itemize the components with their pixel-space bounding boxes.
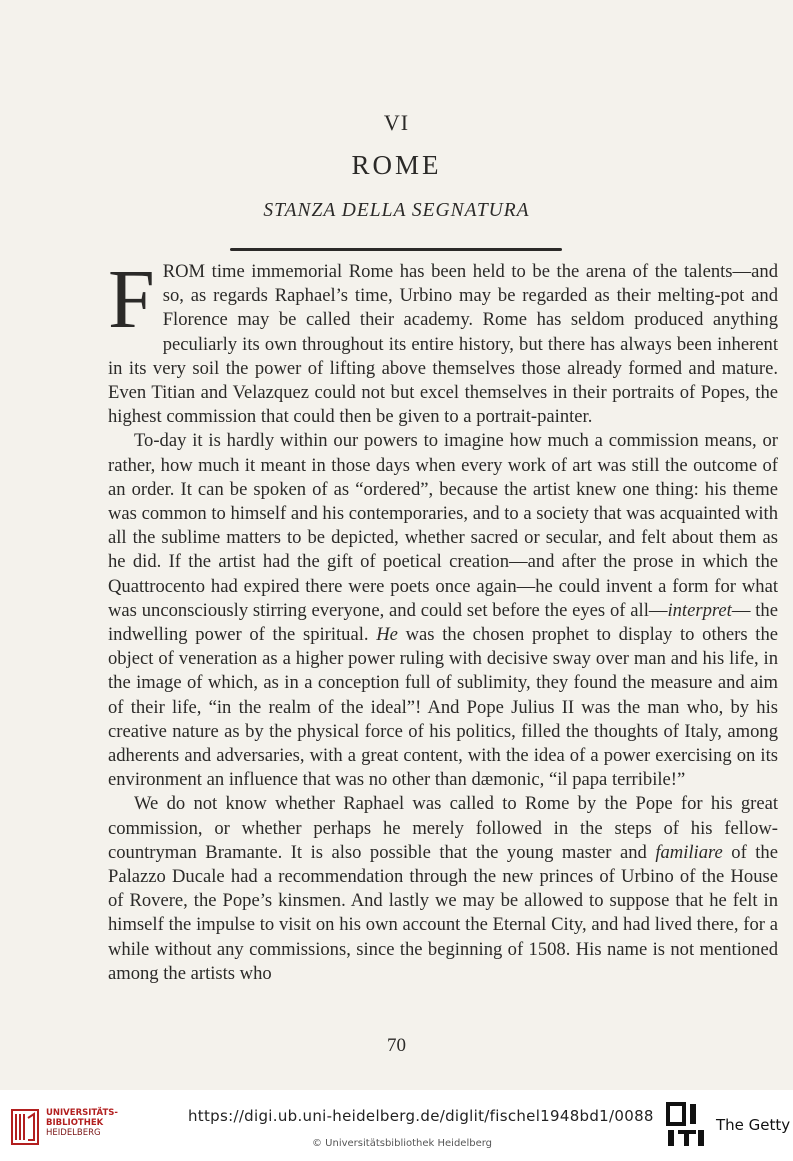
chapter-number: VI [383,110,410,135]
paragraph-3 [108,792,778,986]
chapter-subtitle: STANZA DELLA SEGNATURA [263,200,530,221]
library-name [46,1108,118,1138]
italic-familiare: familiare [655,841,723,863]
library-name-line-2: BIBLIOTHEK [46,1118,104,1128]
library-name-line-3: HEIDELBERG [46,1128,101,1138]
paragraph-2-text-a: To-day it is hardly within our powers to imagine how much a commission means, or rather, how much it meant in those days when every work of art was still the outcome of an order. It can be spoken of as “ordered”, because the artist knew one thing: his theme was common to himself and his contemporaries, and to a society that was acquainted with all the sublime matters to be depicted, whether sacred or secular, and felt about them as he did. If the artist had the gift of poetical creation—and after the prose in which the Quattrocento had expired there were poets once again—he could invent a form for what was unconsciously stirring everyone, and could set before the eyes of all— [108,430,778,621]
library-name-line-1: UNIVERSITÄTS- [46,1108,118,1118]
permalink-url[interactable]: https://digi.ub.uni-heidelberg.de/diglit/fischel1948bd1/0088 [188,1107,654,1125]
paragraph-2 [108,429,778,792]
page-number: 70 [387,1035,406,1056]
paragraph-2-text-e: was the chosen prophet to display to others the object of veneration as a higher power ruling with decisive sway over man and his life, in the image of which, as in a conception full of sublimity, they found the measure and aim of their life, “in the realm of the ideal”! And Pope Julius II was the man who, by his creative nature as by the physical force of his politics, filled the thoughts of Italy, among adherents and adversaries, with a great content, with the idea of a power exercising on its environment an influence that was no other than dæmonic, “il papa terribile!” [108,624,779,791]
paragraph-1 [108,253,778,429]
paragraph-1-text: ROM time immemorial Rome has been held to be the arena of the talents—and so, as regards Raphael’s time, Urbino may be regarded as their melting-pot and Florence may be called their academy. Rome has seldom produced anything peculiarly its own throughout its entire history, but there has always been inherent in its very soil the power of lifting above themselves those already formed and mature. Even Titian and Velazquez could not but excel themselves in their portraits of Popes, the highest commission that could then be given to a portrait-painter. [108,261,778,428]
italic-he: He [376,624,398,646]
italic-interpret: interpret [667,599,732,621]
title-rule [230,248,562,251]
copyright-notice: © Universitätsbibliothek Heidelberg [312,1138,493,1149]
paragraph-3-text-c: of the Palazzo Ducale had a recommendation through the new princes of Urbino of the House of Rovere, the Pope’s kinsmen. And lastly we may be allowed to suppose that he felt in himself the impulse to visit on his own account the Eternal City, and had lived there, for a while without any commissions, since the beginning of 1508. His name is not mentioned among the artists who [108,841,778,984]
body-text [108,253,779,986]
library-logo-icon [10,1108,40,1146]
getty-logo-icon [664,1100,708,1150]
chapter-title: ROME [351,150,442,180]
paragraph-3-text-a: We do not know whether Raphael was called to Rome by the Pope for his great commission, or whether perhaps he merely followed in the steps of his fellow-countryman Bramante. It is also possible that the young master and [108,793,778,863]
viewer-footer [0,1090,793,1161]
drop-cap: F [108,253,155,346]
getty-name: The Getty [716,1116,791,1134]
paragraph-2-text-c: — the indwelling power of the spiritual. [108,599,778,646]
